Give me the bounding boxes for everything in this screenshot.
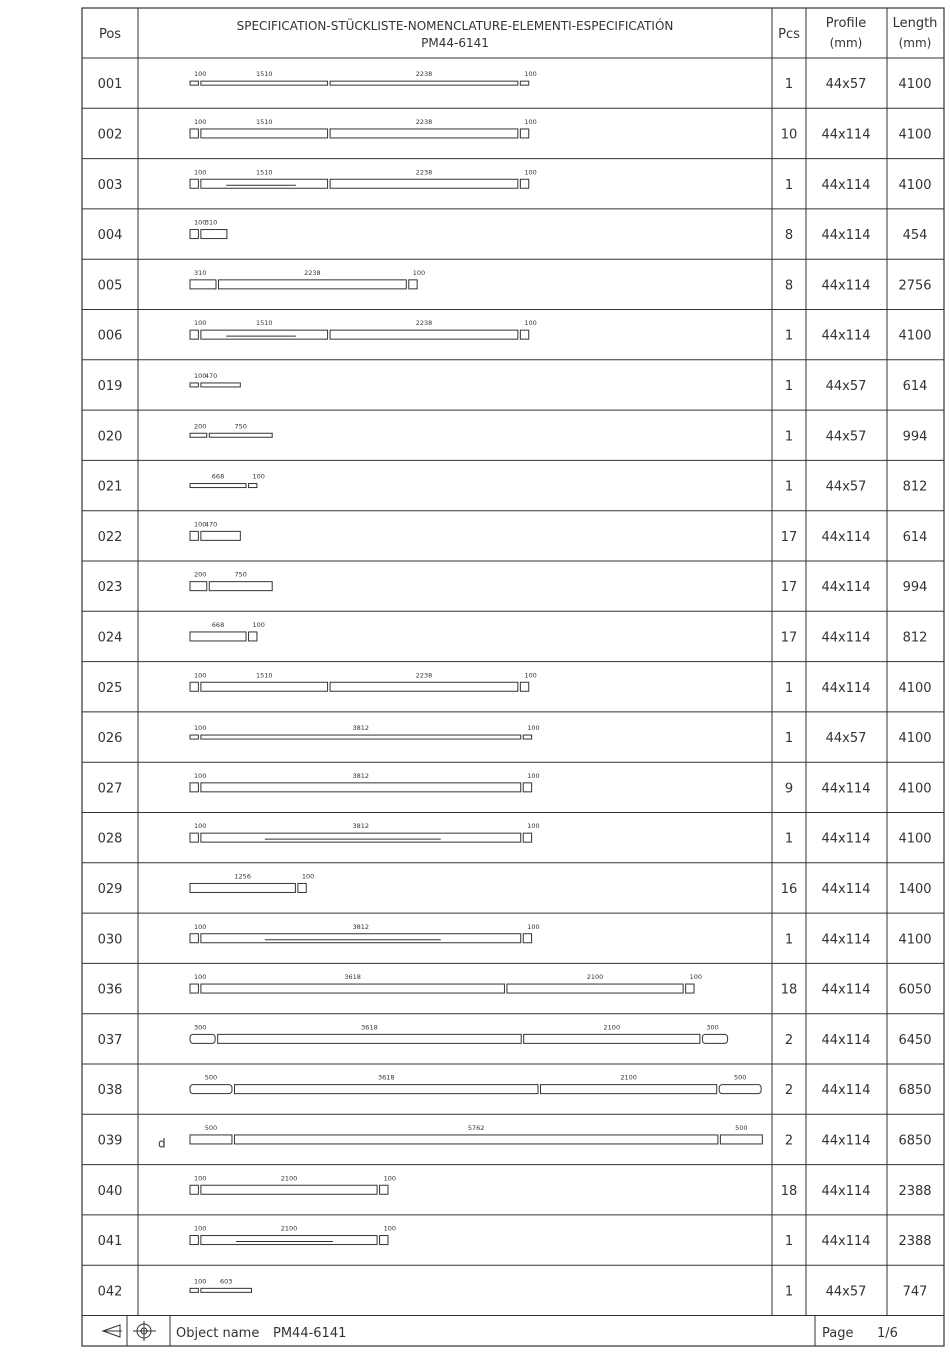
part-segment xyxy=(524,1034,700,1043)
row-length: 6850 xyxy=(898,1083,932,1099)
row-pcs: 1 xyxy=(784,831,794,847)
dimension-label: 2238 xyxy=(304,268,321,277)
part-segment xyxy=(520,682,528,691)
row-pos: 029 xyxy=(97,881,123,897)
dimension-label: 500 xyxy=(204,1073,218,1082)
dimension-label: 300 xyxy=(706,1023,719,1032)
part-segment xyxy=(541,1085,717,1094)
dimension-label: 100 xyxy=(527,922,540,931)
dimension-label: 100 xyxy=(194,218,207,227)
row-profile: 44x57 xyxy=(825,429,867,445)
row-profile: 44x114 xyxy=(821,1133,871,1149)
part-segment xyxy=(201,129,328,138)
dimension-label: 100 xyxy=(194,1224,207,1233)
part-segment xyxy=(520,81,528,85)
dimension-label: 100 xyxy=(524,70,537,79)
header-length: Length xyxy=(892,16,938,31)
row-profile: 44x114 xyxy=(821,781,871,797)
dimension-label: 3618 xyxy=(361,1023,378,1032)
row-pcs: 9 xyxy=(784,781,794,797)
row-pos: 037 xyxy=(97,1032,123,1048)
dimension-label: 603 xyxy=(219,1277,233,1286)
header-pos: Pos xyxy=(98,27,122,42)
row-profile: 44x114 xyxy=(821,630,871,646)
part-segment xyxy=(523,783,531,792)
row-pcs: 17 xyxy=(780,529,798,545)
part-segment xyxy=(190,1135,232,1144)
row-mark: d xyxy=(158,1136,166,1151)
header-length-unit: (mm) xyxy=(898,36,932,50)
row-length: 4100 xyxy=(898,328,932,344)
row-pos: 003 xyxy=(97,177,123,193)
dimension-label: 1510 xyxy=(255,117,273,126)
part-segment xyxy=(249,632,257,641)
part-segment xyxy=(330,682,518,691)
part-segment xyxy=(201,383,240,387)
row-pos: 040 xyxy=(97,1183,123,1199)
part-drawing xyxy=(190,118,537,138)
dimension-label: 100 xyxy=(689,973,703,982)
dimension-label: 2100 xyxy=(280,1174,298,1183)
part-drawing xyxy=(190,1174,396,1194)
part-drawing xyxy=(190,269,425,289)
dimension-label: 310 xyxy=(204,218,218,227)
row-length: 812 xyxy=(902,630,928,646)
part-segment xyxy=(298,883,306,892)
part-segment xyxy=(190,1085,232,1094)
dimension-label: 2100 xyxy=(586,973,604,982)
header-profile-unit: (mm) xyxy=(829,36,863,50)
row-pcs: 1 xyxy=(784,328,794,344)
part-drawing xyxy=(190,1074,761,1094)
part-segment xyxy=(190,883,295,892)
row-pos: 001 xyxy=(97,77,123,93)
row-profile: 44x114 xyxy=(821,127,871,143)
row-profile: 44x57 xyxy=(825,479,867,495)
dimension-label: 100 xyxy=(194,724,207,733)
dimension-label: 100 xyxy=(527,771,540,780)
part-drawing xyxy=(190,822,540,842)
part-segment xyxy=(201,1288,252,1292)
part-segment xyxy=(201,330,328,339)
row-length: 1400 xyxy=(898,881,932,897)
part-drawing xyxy=(190,168,537,188)
part-segment xyxy=(190,682,198,691)
row-pcs: 10 xyxy=(780,127,798,143)
header-pcs: Pcs xyxy=(778,27,800,42)
part-segment xyxy=(190,179,198,188)
row-length: 6050 xyxy=(898,982,932,998)
part-drawing xyxy=(190,724,540,739)
dimension-label: 200 xyxy=(194,422,207,431)
dimension-label: 100 xyxy=(194,520,207,529)
row-pos: 038 xyxy=(97,1083,123,1099)
part-segment xyxy=(190,383,198,387)
row-length: 4100 xyxy=(898,127,932,143)
row-pcs: 8 xyxy=(784,228,794,244)
part-segment xyxy=(190,783,198,792)
row-pcs: 2 xyxy=(784,1133,794,1149)
part-segment xyxy=(234,1135,717,1144)
row-length: 4100 xyxy=(898,731,932,747)
row-pcs: 1 xyxy=(784,429,794,445)
dimension-label: 3812 xyxy=(352,922,370,931)
part-segment xyxy=(190,735,198,739)
part-segment xyxy=(201,531,240,540)
dimension-label: 470 xyxy=(204,520,218,529)
row-pos: 004 xyxy=(97,228,123,244)
row-pos: 005 xyxy=(97,278,123,294)
row-length: 2388 xyxy=(898,1183,932,1199)
part-segment xyxy=(190,129,198,138)
part-segment xyxy=(201,682,328,691)
part-segment xyxy=(201,230,227,239)
part-drawing xyxy=(190,520,240,540)
row-length: 4100 xyxy=(898,932,932,948)
dimension-label: 200 xyxy=(194,570,207,579)
row-pos: 036 xyxy=(97,982,123,998)
row-profile: 44x114 xyxy=(821,529,871,545)
dimension-label: 500 xyxy=(204,1123,218,1132)
page-value: 1/6 xyxy=(877,1326,898,1341)
dimension-label: 2238 xyxy=(415,671,433,680)
dimension-label: 100 xyxy=(252,620,265,629)
part-segment xyxy=(190,230,198,239)
dimension-label: 500 xyxy=(733,1073,747,1082)
row-profile: 44x114 xyxy=(821,177,871,193)
dimension-label: 100 xyxy=(383,1174,397,1183)
row-length: 994 xyxy=(902,429,928,445)
dimension-label: 100 xyxy=(383,1224,397,1233)
part-drawing xyxy=(190,621,265,641)
dimension-label: 100 xyxy=(524,168,537,177)
row-pcs: 1 xyxy=(784,731,794,747)
row-pos: 002 xyxy=(97,127,123,143)
row-profile: 44x114 xyxy=(821,1083,871,1099)
row-pos: 021 xyxy=(97,479,123,495)
part-segment xyxy=(507,984,683,993)
row-length: 4100 xyxy=(898,680,932,696)
dimension-label: 2238 xyxy=(415,319,433,328)
row-length: 2388 xyxy=(898,1234,932,1250)
header-profile: Profile xyxy=(825,16,867,31)
part-segment xyxy=(201,81,328,85)
row-pos: 006 xyxy=(97,328,123,344)
object-name-value: PM44-6141 xyxy=(273,1326,347,1341)
row-profile: 44x114 xyxy=(821,580,871,596)
part-segment xyxy=(190,582,207,591)
part-segment xyxy=(330,81,518,85)
part-segment xyxy=(190,984,198,993)
dimension-label: 300 xyxy=(194,1023,207,1032)
part-segment xyxy=(201,833,521,842)
part-drawing xyxy=(190,1225,396,1245)
dimension-label: 2100 xyxy=(620,1073,637,1082)
dimension-label: 100 xyxy=(194,922,207,931)
part-segment xyxy=(201,934,521,943)
dimension-label: 3812 xyxy=(352,822,370,831)
part-segment xyxy=(190,934,198,943)
header-title: SPECIFICATION-STÜCKLISTE-NOMENCLATURE-ELEMENTI-ESPECIFICATIÓN xyxy=(236,19,674,33)
row-pos: 020 xyxy=(97,429,123,445)
row-profile: 44x57 xyxy=(825,1284,867,1300)
table-row xyxy=(98,219,928,244)
dimension-label: 100 xyxy=(252,472,265,481)
part-segment xyxy=(520,179,528,188)
row-profile: 44x114 xyxy=(821,1234,871,1250)
row-profile: 44x114 xyxy=(821,680,871,696)
table-grid xyxy=(82,8,944,1346)
part-segment xyxy=(523,735,531,739)
part-segment xyxy=(190,484,246,488)
dimension-label: 750 xyxy=(234,570,247,579)
part-segment xyxy=(218,1034,522,1043)
row-profile: 44x114 xyxy=(821,881,871,897)
dimension-label: 100 xyxy=(194,371,207,380)
table-row xyxy=(98,571,928,596)
row-length: 614 xyxy=(902,378,928,394)
footer xyxy=(103,1321,898,1341)
row-profile: 44x114 xyxy=(821,932,871,948)
dimension-label: 1510 xyxy=(255,319,273,328)
row-pos: 026 xyxy=(97,731,123,747)
row-pcs: 1 xyxy=(784,932,794,948)
dimension-label: 100 xyxy=(194,771,207,780)
row-profile: 44x114 xyxy=(821,228,871,244)
part-drawing xyxy=(190,772,540,792)
row-pcs: 1 xyxy=(784,177,794,193)
row-length: 4100 xyxy=(898,781,932,797)
dimension-label: 100 xyxy=(194,1277,207,1286)
dimension-label: 100 xyxy=(194,70,207,79)
part-segment xyxy=(330,330,518,339)
row-pcs: 2 xyxy=(784,1032,794,1048)
row-length: 994 xyxy=(902,580,928,596)
dimension-label: 3812 xyxy=(352,724,370,733)
table-row xyxy=(98,422,928,444)
dimension-label: 5762 xyxy=(467,1123,485,1132)
table-row xyxy=(98,473,928,495)
part-segment xyxy=(201,1236,377,1245)
part-segment xyxy=(520,129,528,138)
row-pos: 023 xyxy=(97,580,123,596)
dimension-label: 2100 xyxy=(603,1023,621,1032)
part-segment xyxy=(234,1085,538,1094)
part-segment xyxy=(201,984,505,993)
part-drawing xyxy=(190,571,272,591)
part-segment xyxy=(190,330,198,339)
part-segment xyxy=(720,1135,762,1144)
part-segment xyxy=(523,833,531,842)
row-pcs: 8 xyxy=(784,278,794,294)
row-pos: 030 xyxy=(97,932,123,948)
dimension-label: 668 xyxy=(211,472,225,481)
part-segment xyxy=(201,1185,377,1194)
part-segment xyxy=(520,330,528,339)
part-drawing xyxy=(190,1277,251,1292)
row-pos: 042 xyxy=(97,1284,123,1300)
table-header xyxy=(99,16,937,50)
part-drawing xyxy=(190,973,702,993)
dimension-label: 100 xyxy=(301,872,315,881)
dimension-label: 1510 xyxy=(255,671,273,680)
dimension-label: 500 xyxy=(735,1123,748,1132)
row-length: 2756 xyxy=(898,278,932,294)
part-drawing xyxy=(190,473,265,488)
row-pcs: 1 xyxy=(784,1234,794,1250)
part-segment xyxy=(219,280,407,289)
row-pos: 025 xyxy=(97,680,123,696)
projection-symbol-icon xyxy=(103,1321,156,1341)
part-segment xyxy=(190,1034,215,1043)
part-drawing xyxy=(190,372,240,387)
dimension-label: 100 xyxy=(194,168,207,177)
row-profile: 44x114 xyxy=(821,1183,871,1199)
dimension-label: 750 xyxy=(234,422,247,431)
row-length: 747 xyxy=(902,1284,928,1300)
dimension-label: 2238 xyxy=(415,117,433,126)
dimension-label: 3618 xyxy=(344,973,361,982)
dimension-label: 100 xyxy=(524,319,537,328)
part-segment xyxy=(190,433,207,437)
row-pcs: 2 xyxy=(784,1083,794,1099)
part-segment xyxy=(201,735,521,739)
part-segment xyxy=(209,582,272,591)
table-row xyxy=(98,1277,928,1299)
row-pos: 022 xyxy=(97,529,123,545)
dimension-label: 100 xyxy=(527,822,540,831)
part-drawing xyxy=(190,219,227,239)
row-profile: 44x114 xyxy=(821,982,871,998)
part-drawing xyxy=(190,872,314,892)
dimension-label: 100 xyxy=(527,724,540,733)
part-segment xyxy=(409,280,417,289)
row-pcs: 16 xyxy=(780,881,798,897)
row-length: 4100 xyxy=(898,77,932,93)
dimension-label: 1510 xyxy=(255,168,273,177)
row-profile: 44x57 xyxy=(825,77,867,93)
part-segment xyxy=(190,1185,198,1194)
table-row xyxy=(98,621,928,646)
row-pcs: 1 xyxy=(784,680,794,696)
object-name-label: Object name xyxy=(176,1326,260,1341)
dimension-label: 100 xyxy=(194,671,207,680)
row-profile: 44x114 xyxy=(821,1032,871,1048)
part-segment xyxy=(190,1288,198,1292)
dimension-label: 100 xyxy=(194,117,207,126)
dimension-label: 100 xyxy=(412,268,426,277)
part-segment xyxy=(330,179,518,188)
row-pcs: 18 xyxy=(780,1183,798,1199)
row-pcs: 1 xyxy=(784,77,794,93)
dimension-label: 100 xyxy=(524,117,537,126)
part-segment xyxy=(719,1085,761,1094)
part-drawing xyxy=(190,671,537,691)
part-segment xyxy=(380,1236,388,1245)
part-segment xyxy=(190,280,216,289)
dimension-label: 2238 xyxy=(415,168,433,177)
row-pos: 028 xyxy=(97,831,123,847)
dimension-label: 2100 xyxy=(280,1224,298,1233)
table-row xyxy=(98,372,928,394)
part-segment xyxy=(190,833,198,842)
part-segment xyxy=(330,129,518,138)
part-drawing xyxy=(190,923,540,943)
row-pos: 024 xyxy=(97,630,123,646)
dimension-label: 1256 xyxy=(234,872,251,881)
dimension-label: 310 xyxy=(194,268,207,277)
dimension-label: 100 xyxy=(524,671,537,680)
part-segment xyxy=(209,433,272,437)
header-subtitle: PM44-6141 xyxy=(421,36,489,50)
row-pcs: 1 xyxy=(784,1284,794,1300)
dimension-label: 1510 xyxy=(255,70,273,79)
dimension-label: 3812 xyxy=(352,771,370,780)
part-drawing xyxy=(190,1023,728,1043)
dimension-label: 100 xyxy=(194,822,207,831)
part-segment xyxy=(523,934,531,943)
row-pcs: 1 xyxy=(784,479,794,495)
part-segment xyxy=(249,484,257,488)
row-pcs: 18 xyxy=(780,982,798,998)
dimension-label: 470 xyxy=(204,371,218,380)
row-profile: 44x57 xyxy=(825,731,867,747)
dimension-label: 3618 xyxy=(377,1073,395,1082)
part-segment xyxy=(201,783,521,792)
dimension-label: 100 xyxy=(194,1174,207,1183)
row-pos: 041 xyxy=(97,1234,123,1250)
row-profile: 44x114 xyxy=(821,831,871,847)
part-segment xyxy=(190,531,198,540)
row-profile: 44x114 xyxy=(821,278,871,294)
part-drawing xyxy=(190,70,537,85)
part-segment xyxy=(190,632,246,641)
row-length: 4100 xyxy=(898,177,932,193)
part-segment xyxy=(702,1034,727,1043)
page-label: Page xyxy=(822,1326,854,1341)
part-segment xyxy=(190,81,198,85)
row-pos: 019 xyxy=(97,378,123,394)
row-profile: 44x57 xyxy=(825,378,867,394)
row-pcs: 1 xyxy=(784,378,794,394)
part-drawing xyxy=(190,1124,762,1144)
row-length: 454 xyxy=(902,228,928,244)
row-pcs: 17 xyxy=(780,630,798,646)
part-segment xyxy=(201,179,328,188)
row-pos: 039 xyxy=(97,1133,123,1149)
dimension-label: 668 xyxy=(211,620,225,629)
dimension-label: 100 xyxy=(194,973,207,982)
row-length: 6850 xyxy=(898,1133,932,1149)
table-row xyxy=(98,520,928,545)
part-segment xyxy=(190,1236,198,1245)
row-length: 6450 xyxy=(898,1032,932,1048)
row-pos: 027 xyxy=(97,781,123,797)
dimension-label: 2238 xyxy=(415,70,433,79)
part-drawing xyxy=(190,319,537,339)
row-profile: 44x114 xyxy=(821,328,871,344)
part-drawing xyxy=(190,422,272,437)
row-length: 812 xyxy=(902,479,928,495)
row-length: 4100 xyxy=(898,831,932,847)
row-length: 614 xyxy=(902,529,928,545)
row-pcs: 17 xyxy=(780,580,798,596)
part-segment xyxy=(686,984,694,993)
dimension-label: 100 xyxy=(194,319,207,328)
part-segment xyxy=(380,1185,388,1194)
